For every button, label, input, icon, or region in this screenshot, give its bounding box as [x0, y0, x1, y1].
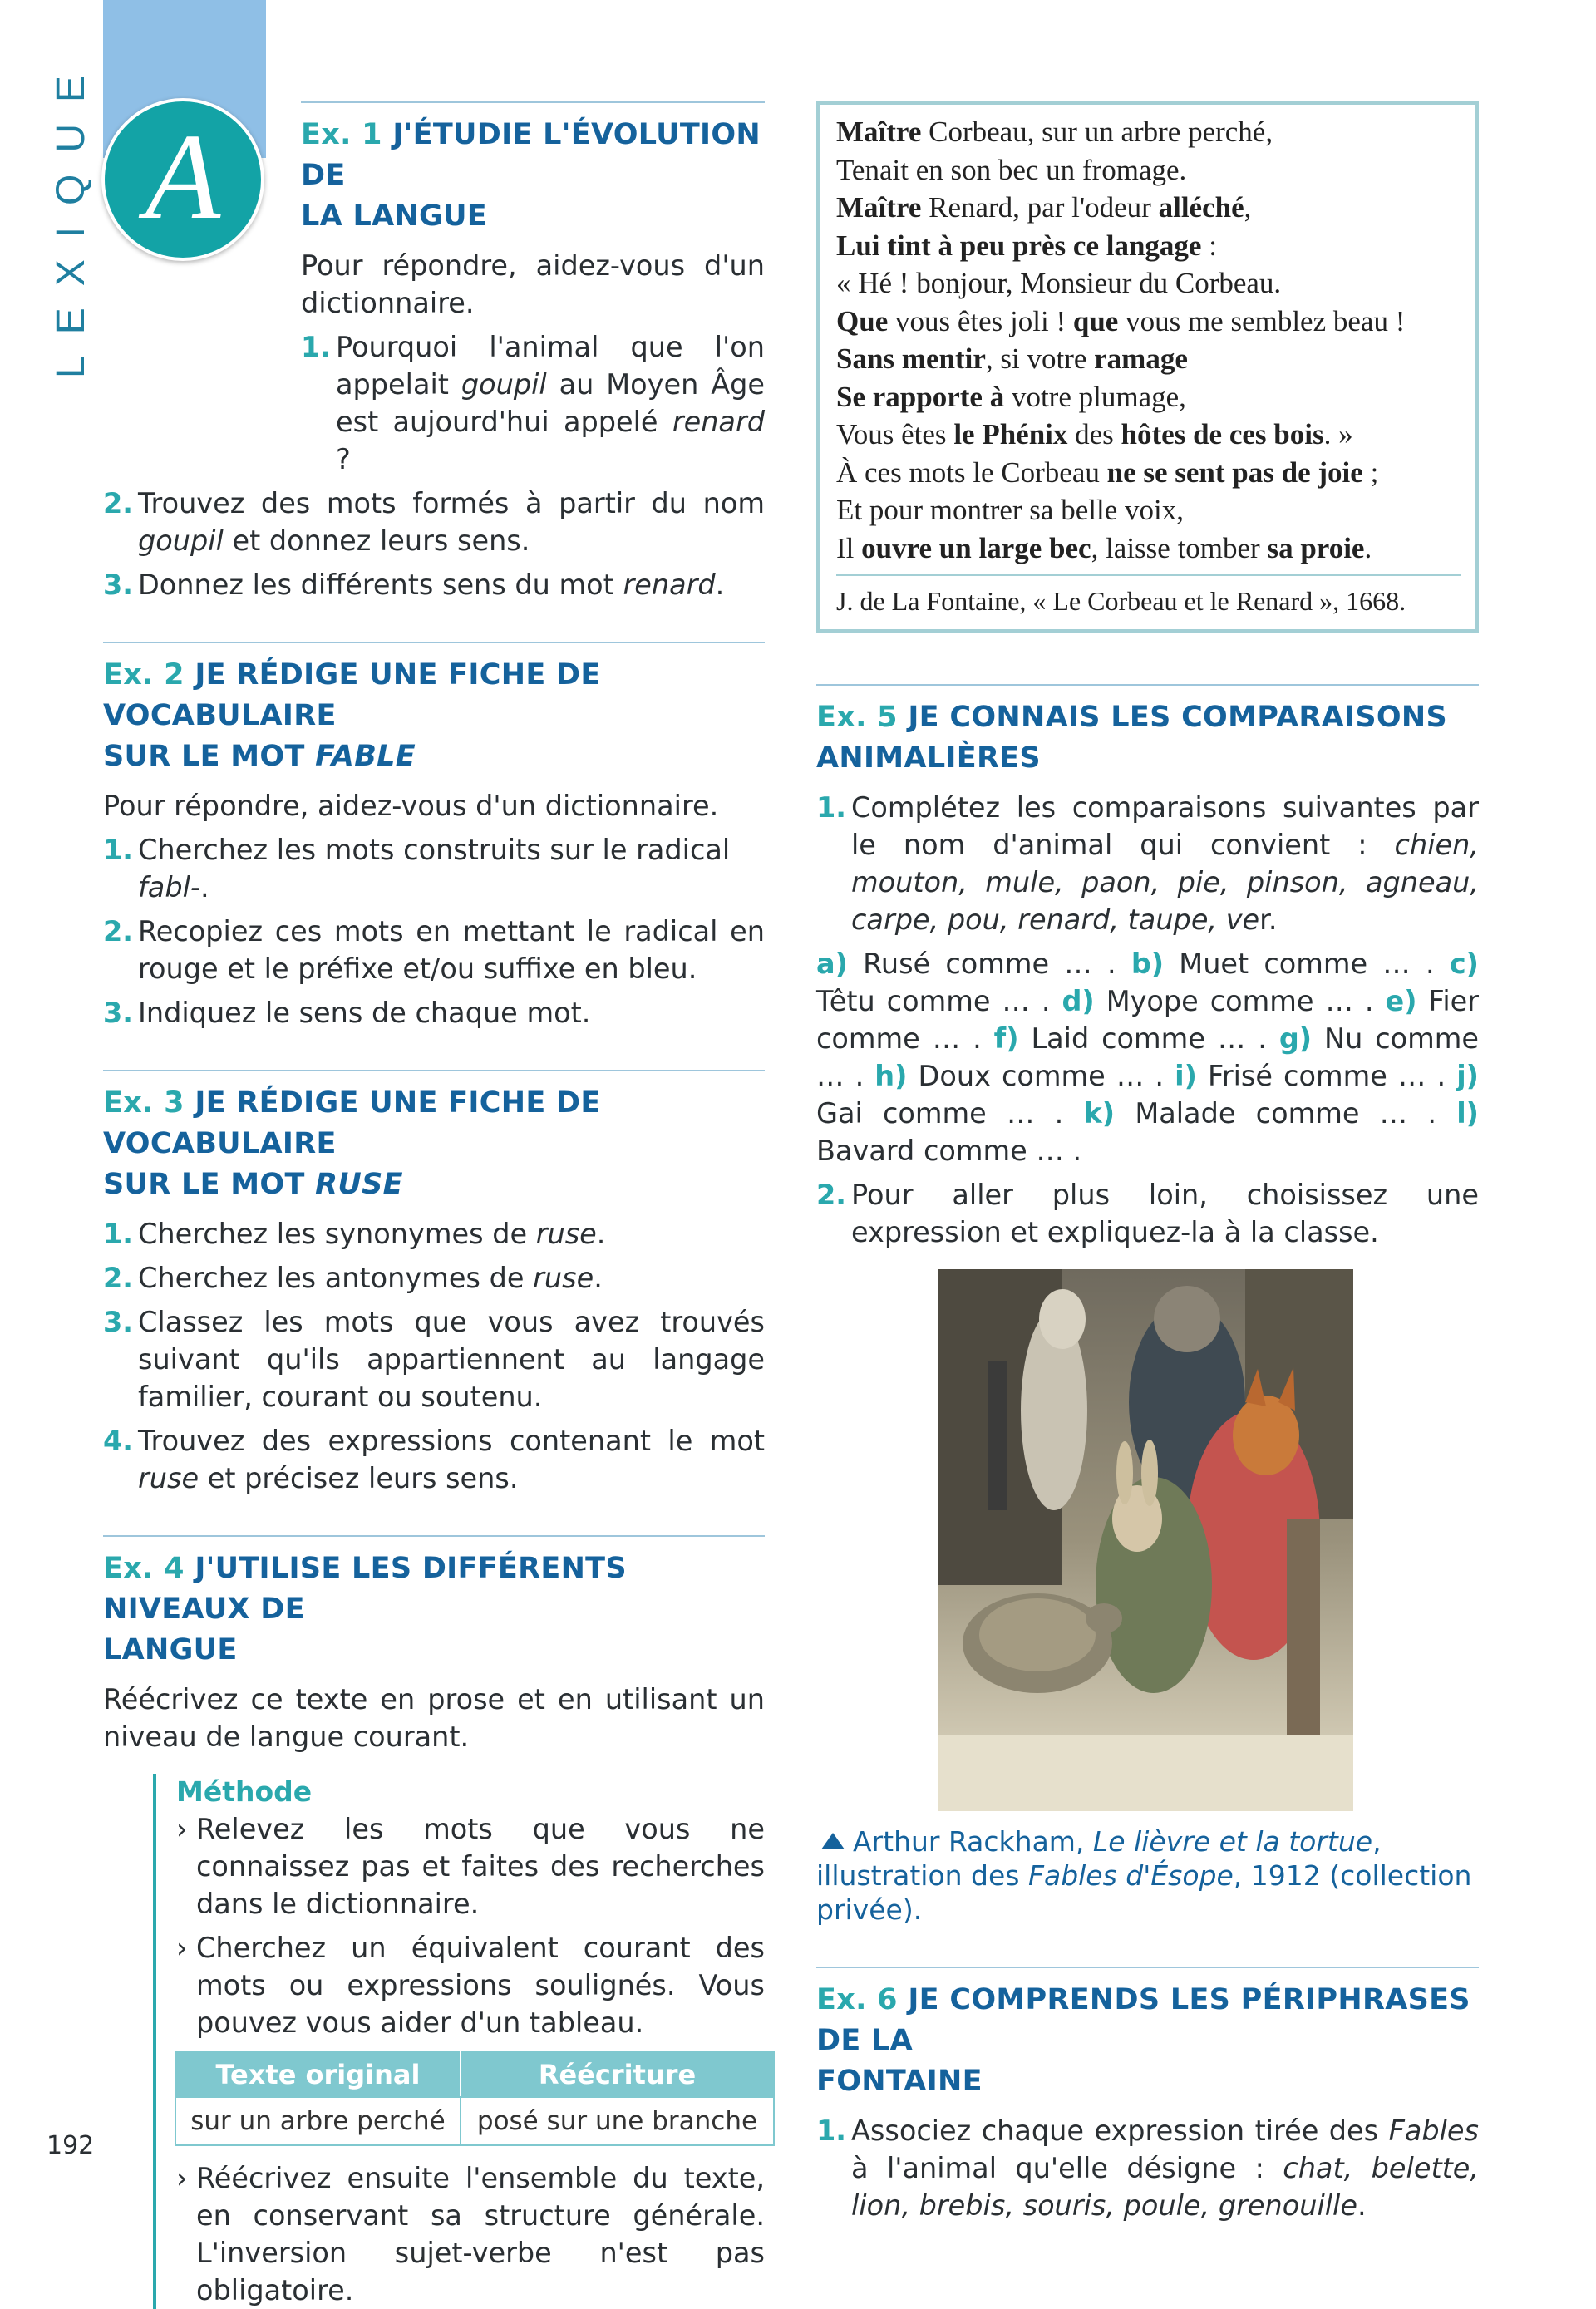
exercise-4 [103, 1535, 765, 2309]
left-column [103, 101, 765, 2309]
exercise-5 [816, 684, 1479, 1251]
question-1: 1. Associez chaque expression tirée des Fables à l'animal qu'elle désigne : chat, belette, lion, brebis, souris, poule, grenouille. [816, 2115, 1479, 2222]
rewrite-table [175, 2051, 775, 2146]
exercise-2 [103, 642, 765, 1031]
exercise-6 [816, 1967, 1479, 2224]
question-2: 2. Cherchez les antonymes de ruse. [103, 1262, 603, 1294]
question-1: 1. Complétez les comparaisons suivantes par le nom d'animal qui convient : chien, mouton, mule, paon, pie, pinson, agneau, carpe, pou, renard, taupe, ver. [816, 791, 1479, 936]
method-step-1: › Relevez les mots que vous ne connaissez pas et faites des recherches dans le dictionnaire. [176, 1813, 765, 1920]
question-2: 2. Recopiez ces mots en mettant le radical en rouge et le préfixe et/ou suffixe en bleu. [103, 915, 765, 985]
table-cell: posé sur une branche [461, 2097, 774, 2145]
exercise-intro: Réécrivez ce texte en prose et en utilisant un niveau de langue courant. [103, 1683, 765, 1753]
poem-source: J. de La Fontaine, « Le Corbeau et le Renard », 1668. [836, 574, 1461, 621]
method-step-2: › Cherchez un équivalent courant des mots ou expressions soulignés. Vous pouvez vous aider d'un tableau. [176, 1932, 765, 2039]
triangle-up-icon [821, 1833, 845, 1849]
method-box [153, 1774, 765, 2309]
section-label: LEXIQUE [49, 53, 93, 379]
exercise-intro: Pour répondre, aidez-vous d'un dictionnaire. [103, 790, 719, 822]
question-1: 1. Cherchez les synonymes de ruse. [103, 1218, 606, 1250]
question-3: 3. Classez les mots que vous avez trouvés suivant qu'ils appartiennent au langage familier, courant ou soutenu. [103, 1306, 765, 1413]
divider [103, 642, 765, 643]
question-2: 2. Pour aller plus loin, choisissez une expression et expliquez-la à la classe. [816, 1179, 1479, 1248]
exercise-title: Ex. 5 JE CONNAIS LES COMPARAISONS ANIMALIÈRES [816, 701, 1447, 775]
comparison-list: a) Rusé comme … . b) Muet comme … . c) Têtu comme … . d) Myope comme … . e) Fier comme … . f) Laid comme … . g) Nu comme … . h) Doux comme … . i) Frisé comme … . j) Gai comme … . k) Malade comme … . l) Bavard comme … . [816, 948, 1480, 1167]
exercise-title: Ex. 1 J'ÉTUDIE L'ÉVOLUTION DE LA LANGUE [301, 118, 761, 233]
page-number: 192 [47, 2131, 95, 2160]
divider [816, 684, 1479, 686]
illustration-caption: Arthur Rackham, Le lièvre et la tortue, illustration des Fables d'Ésope, 1912 (collection privée). [816, 1825, 1472, 1926]
exercise-title: Ex. 3 JE RÉDIGE UNE FICHE DE VOCABULAIRE SUR LE MOT RUSE [103, 1086, 601, 1201]
table-cell: sur un arbre perché [175, 2097, 461, 2145]
table-header: Texte original [175, 2052, 461, 2097]
exercise-title: Ex. 2 JE RÉDIGE UNE FICHE DE VOCABULAIRE SUR LE MOT FABLE [103, 658, 601, 773]
divider [816, 1967, 1479, 1968]
table-header: Réécriture [461, 2052, 774, 2097]
question-3: 3. Indiquez le sens de chaque mot. [103, 997, 591, 1029]
question-2: 2. Trouvez des mots formés à partir du nom goupil et donnez leurs sens. [103, 487, 765, 557]
method-title: Méthode [176, 1775, 313, 1808]
section-badge-letter: A [145, 109, 221, 245]
poem-text: Maître Corbeau, sur un arbre perché, Tenait en son bec un fromage. Maître Renard, par l'odeur alléché, Lui tint à peu près ce langage : « Hé ! bonjour, Monsieur du Corbeau. Que vous êtes joli ! que vous me semblez beau ! Sans mentir, si votre ramage Se rapporte à votre plumage, Vous êtes le Phénix des hôtes de ces bois. » À ces mots le Corbeau ne se sent pas de joie ; Et pour montrer sa belle voix, Il ouvre un large bec, laisse tomber sa proie. [836, 116, 1406, 564]
exercise-title: Ex. 4 J'UTILISE LES DIFFÉRENTS NIVEAUX DE LANGUE [103, 1552, 627, 1667]
question-4: 4. Trouvez des expressions contenant le mot ruse et précisez leurs sens. [103, 1425, 765, 1494]
exercise-3 [103, 1070, 765, 1497]
method-step-3: › Réécrivez ensuite l'ensemble du texte, en conservant sa structure générale. L'inversion sujet-verbe n'est pas obligatoire. [176, 2162, 765, 2307]
rackham-illustration [938, 1269, 1353, 1811]
question-1: 1. Cherchez les mots construits sur le radical fabl-. [103, 834, 731, 903]
divider [301, 101, 765, 103]
poem-box [816, 101, 1479, 633]
exercise-title: Ex. 6 JE COMPRENDS LES PÉRIPHRASES DE LA FONTAINE [816, 1983, 1470, 2098]
question-3: 3. Donnez les différents sens du mot renard. [103, 569, 725, 601]
table-row [175, 2097, 774, 2145]
divider [103, 1535, 765, 1537]
question-1: 1. Pourquoi l'animal que l'on appelait goupil au Moyen Âge est aujourd'hui appelé renard ? [301, 331, 765, 475]
divider [103, 1070, 765, 1071]
exercise-intro: Pour répondre, aidez-vous d'un dictionnaire. [301, 249, 765, 319]
exercise-1 [301, 101, 765, 478]
right-column [816, 101, 1479, 2224]
